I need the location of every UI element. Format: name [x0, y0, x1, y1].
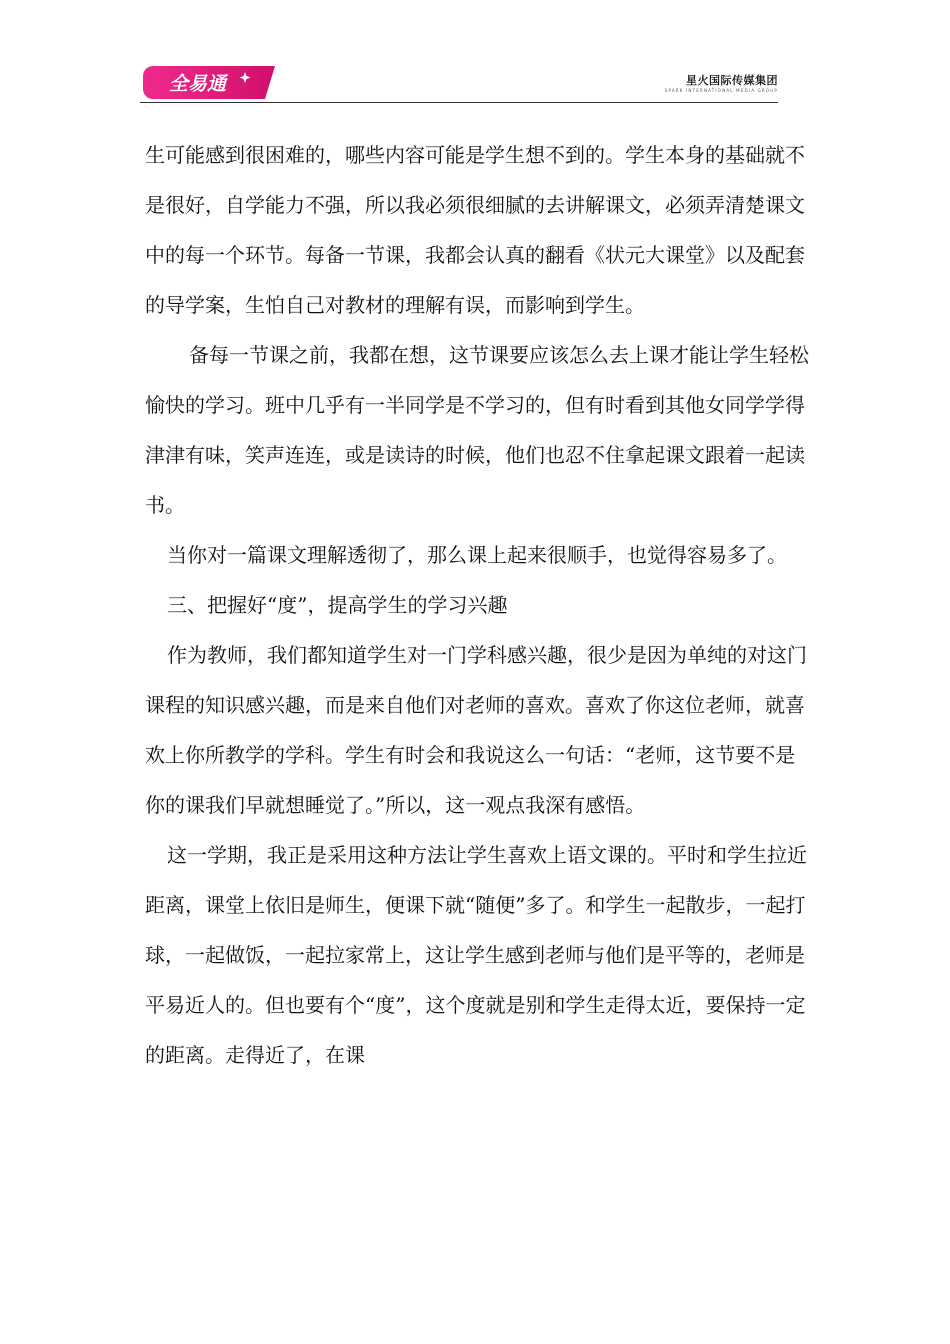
brand-logo [143, 66, 275, 99]
logo-text: 全易通 [169, 73, 227, 95]
section-heading: 三、把握好“度”，提高学生的学习兴趣 [167, 593, 508, 617]
paragraph-3: 当你对一篇课文理解透彻了，那么课上起来很顺手，也觉得容易多了。 [167, 543, 787, 567]
page-header [140, 64, 778, 104]
paragraph-2: 备每一节课之前，我都在想，这节课要应该怎么去上课才能让学生轻松愉快的学习。班中几乎有一半同学是不学习的，但有时看到其他女同学学得津津有味，笑声连连，或是读诗的时候，他们也忍不住拿起课文跟着一起读书。 [145, 343, 809, 517]
header-divider [140, 102, 778, 103]
document-body [145, 130, 810, 1080]
publisher-name-en: SPARK INTERNATIONAL MEDIA GROUP [664, 88, 778, 93]
paragraph-5: 这一学期，我正是采用这种方法让学生喜欢上语文课的。平时和学生拉近距离，课堂上依旧是师生，便课下就“随便”多了。和学生一起散步，一起打球，一起做饭，一起拉家常上，这让学生感到老师与他们是平等的，老师是平易近人的。但也要有个“度”，这个度就是别和学生走得太近，要保持一定的距离。走得近了，在课 [145, 843, 807, 1067]
publisher-name-cn: 星火国际传媒集团 [686, 74, 778, 87]
paragraph-4: 作为教师，我们都知道学生对一门学科感兴趣，很少是因为单纯的对这门课程的知识感兴趣，而是来自他们对老师的喜欢。喜欢了你这位老师，就喜欢上你所教学的学科。学生有时会和我说这么一句话：“老师，这节要不是你的课我们早就想睡觉了。”所以，这一观点我深有感悟。 [145, 643, 807, 817]
publisher-brand [665, 74, 778, 94]
paragraph-1: 生可能感到很困难的，哪些内容可能是学生想不到的。学生本身的基础就不是很好，自学能力不强，所以我必须很细腻的去讲解课文，必须弄清楚课文中的每一个环节。每备一节课，我都会认真的翻看《状元大课堂》以及配套的导学案，生怕自己对教材的理解有误，而影响到学生。 [145, 143, 805, 317]
